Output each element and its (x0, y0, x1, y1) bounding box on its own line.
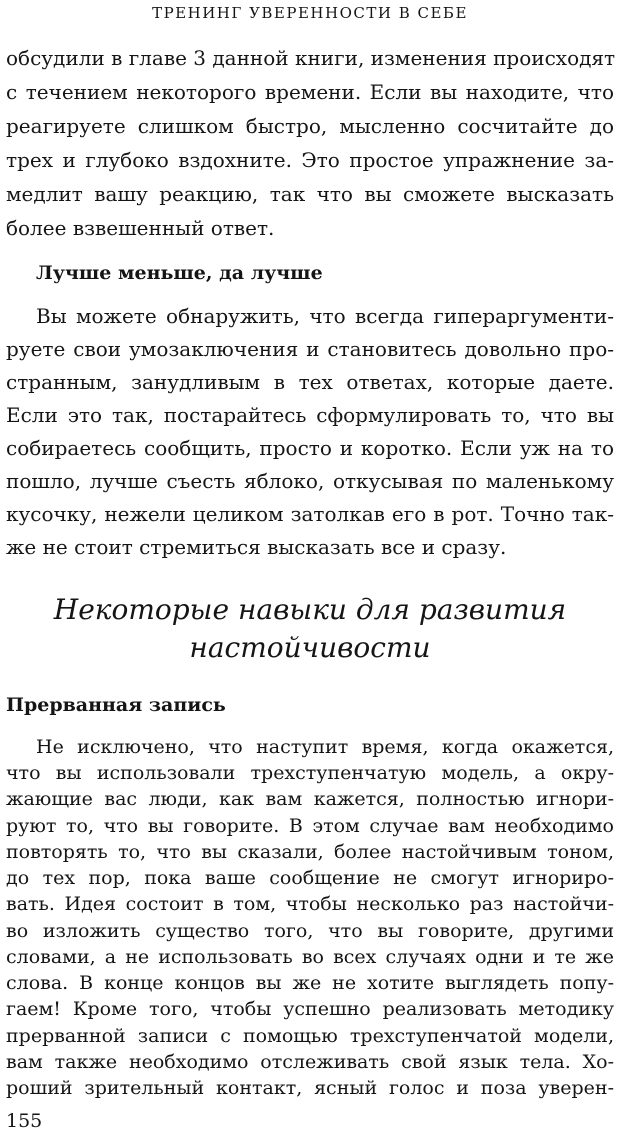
text-line: до тех пор, пока ваше сообщение не смогут игнориро- (6, 867, 614, 889)
section-heading: Прерванная запись (6, 694, 226, 716)
text-line: роший зрительный контакт, ясный голос и поза уверен- (6, 1077, 614, 1099)
section-heading: Лучше меньше, да лучше (36, 262, 323, 284)
text-line: же не стоит стремиться высказать все и сразу. (6, 535, 507, 559)
text-line: трех и глубоко вздохните. Это простое упражнение за- (6, 148, 614, 172)
text-line: с течением некоторого времени. Если вы находите, что (6, 80, 614, 104)
page-number: 155 (6, 1110, 43, 1132)
text-line: руют то, что вы говорите. В этом случае вам необходимо (6, 815, 614, 837)
text-line: слова. В конце концов вы же не хотите выглядеть попу- (6, 972, 614, 994)
text-line: Не исключено, что наступит время, когда окажется, (36, 736, 614, 758)
text-line: словами, а не использовать во всех случаях одни и те же (6, 946, 614, 968)
text-line: Вы можете обнаружить, что всегда гипераргументи- (36, 304, 614, 328)
text-line: пошло, лучше съесть яблоко, откусывая по маленькому (6, 469, 614, 493)
text-line: Если это так, постарайтесь сформулировать то, что вы (6, 403, 614, 427)
text-line: вам также необходимо отслеживать свой язык тела. Хо- (6, 1051, 614, 1073)
text-line: повторять то, что вы сказали, более настойчивым тоном, (6, 841, 614, 863)
text-line: что вы использовали трехступенчатую модель, а окру- (6, 762, 614, 784)
text-line: жающие вас люди, как вам кажется, полностью игнори- (6, 788, 614, 810)
running-head: ТРЕНИНГ УВЕРЕННОСТИ В СЕБЕ (152, 4, 468, 22)
text-line: обсудили в главе 3 данной книги, изменения происходят (6, 46, 616, 70)
text-line: медлит вашу реакцию, так что вы сможете высказать (6, 182, 614, 206)
text-line: прерванной записи с помощью трехступенчатой модели, (6, 1025, 614, 1047)
text-line: во изложить существо того, что вы говорите, другими (6, 920, 614, 942)
text-line: руете свои умозаключения и становитесь довольно про- (6, 337, 614, 361)
chapter-heading-line: Некоторые навыки для развития (53, 593, 567, 626)
text-line: реагируете слишком быстро, мысленно сосчитайте до (6, 114, 614, 138)
text-line: странным, занудливым в тех ответах, которые даете. (6, 370, 614, 394)
text-line: вать. Идея состоит в том, чтобы несколько раз настойчи- (6, 893, 614, 915)
text-line: более взвешенный ответ. (6, 216, 275, 240)
text-line: кусочку, нежели целиком затолкав его в рот. Точно так- (6, 502, 614, 526)
text-line: собираетесь сообщить, просто и коротко. Если уж на то (6, 436, 614, 460)
chapter-heading-line: настойчивости (189, 631, 431, 664)
text-line: гаем! Кроме того, чтобы успешно реализовать методику (6, 998, 614, 1020)
